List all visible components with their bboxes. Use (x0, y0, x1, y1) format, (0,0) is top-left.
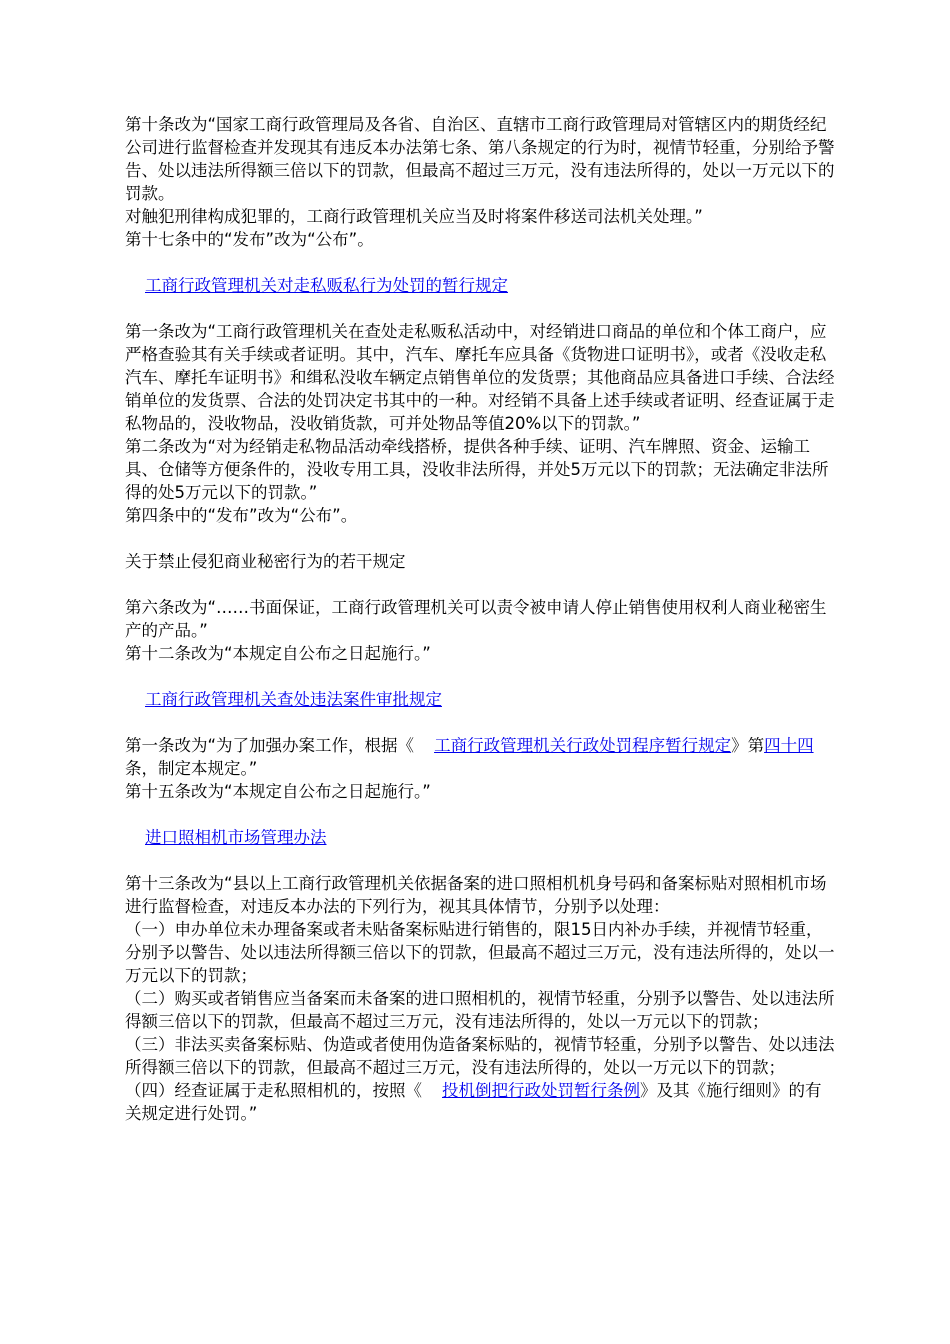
list-item: （二）购买或者销售应当备案而未备案的进口照相机的，视情节轻重，分别予以警告、处以违法所得额三倍以下的罚款，但最高不超过三万元，没有违法所得的，处以一万元以下的罚款； (125, 989, 835, 1031)
section-title-smuggling (125, 274, 835, 297)
paragraph: 第十二条改为“本规定自公布之日起施行。” (125, 644, 431, 663)
section-title-case-approval (125, 688, 835, 711)
text-span: （四）经查证属于走私照相机的，按照《 (125, 1081, 422, 1100)
section-title-link[interactable]: 进口照相机市场管理办法 (145, 828, 327, 847)
inline-link[interactable]: 四十四 (764, 736, 814, 755)
text-span: 》及其《施行细则》的有关规定进行处罚。” (125, 1081, 822, 1123)
paragraph: 第十条改为“国家工商行政管理局及各省、自治区、直辖市工商行政管理局对管辖区内的期货经纪公司进行监督检查并发现其有违反本办法第七条、第八条规定的行为时，视情节轻重，分别给予警告、处以违法所得额三倍以下的罚款，但最高不超过三万元，没有违法所得的，处以一万元以下的罚款。 (125, 115, 835, 203)
inline-link[interactable]: 工商行政管理机关行政处罚程序暂行规定 (434, 736, 732, 755)
section-title-link[interactable]: 工商行政管理机关对走私贩私行为处罚的暂行规定 (145, 276, 508, 295)
text-span: 第一条改为“为了加强办案工作，根据《 (125, 736, 415, 755)
paragraph: 第四条中的“发布”改为“公布”。 (125, 506, 358, 525)
section-title-camera-market (125, 826, 835, 849)
section-title-trade-secrets: 关于禁止侵犯商业秘密行为的若干规定 (125, 552, 406, 571)
paragraph: 第六条改为“……书面保证，工商行政管理机关可以责令被申请人停止销售使用权利人商业秘密生产的产品。” (125, 598, 827, 640)
paragraph: 第十七条中的“发布”改为“公布”。 (125, 230, 374, 249)
text-span: 条，制定本规定。” (125, 759, 258, 778)
text-span: 》第 (731, 736, 765, 755)
paragraph: 对触犯刑律构成犯罪的，工商行政管理机关应当及时将案件移送司法机关处理。” (125, 207, 703, 226)
list-item: （一）申办单位未办理备案或者未贴备案标贴进行销售的，限15日内补办手续，并视情节轻重，分别予以警告、处以违法所得额三倍以下的罚款，但最高不超过三万元，没有违法所得的，处以一万元以下的罚款； (125, 920, 835, 985)
section-title-link[interactable]: 工商行政管理机关查处违法案件审批规定 (145, 690, 442, 709)
list-item (125, 1079, 835, 1125)
paragraph (125, 734, 835, 780)
inline-link[interactable]: 投机倒把行政处罚暂行条例 (442, 1081, 640, 1100)
document-body (125, 113, 835, 1125)
list-item: （三）非法买卖备案标贴、伪造或者使用伪造备案标贴的，视情节轻重，分别予以警告、处以违法所得额三倍以下的罚款，但最高不超过三万元，没有违法所得的，处以一万元以下的罚款； (125, 1035, 835, 1077)
paragraph: 第一条改为“工商行政管理机关在查处走私贩私活动中，对经销进口商品的单位和个体工商户，应严格查验其有关手续或者证明。其中，汽车、摩托车应具备《货物进口证明书》，或者《没收走私汽车、摩托车证明书》和缉私没收车辆定点销售单位的发货票；其他商品应具备进口手续、合法经销单位的发货票、合法的处罚决定书其中的一种。对经销不具备上述手续或者证明、经查证属于走私物品的，没收物品，没收销货款，可并处物品等值20%以下的罚款。” (125, 322, 835, 433)
paragraph: 第二条改为“对为经销走私物品活动牵线搭桥，提供各种手续、证明、汽车牌照、资金、运输工具、仓储等方便条件的，没收专用工具，没收非法所得，并处5万元以下的罚款；无法确定非法所得的处5万元以下的罚款。” (125, 437, 829, 502)
paragraph: 第十五条改为“本规定自公布之日起施行。” (125, 782, 431, 801)
paragraph: 第十三条改为“县以上工商行政管理机关依据备案的进口照相机机身号码和备案标贴对照相机市场进行监督检查，对违反本办法的下列行为，视其具体情节，分别予以处理： (125, 874, 827, 916)
